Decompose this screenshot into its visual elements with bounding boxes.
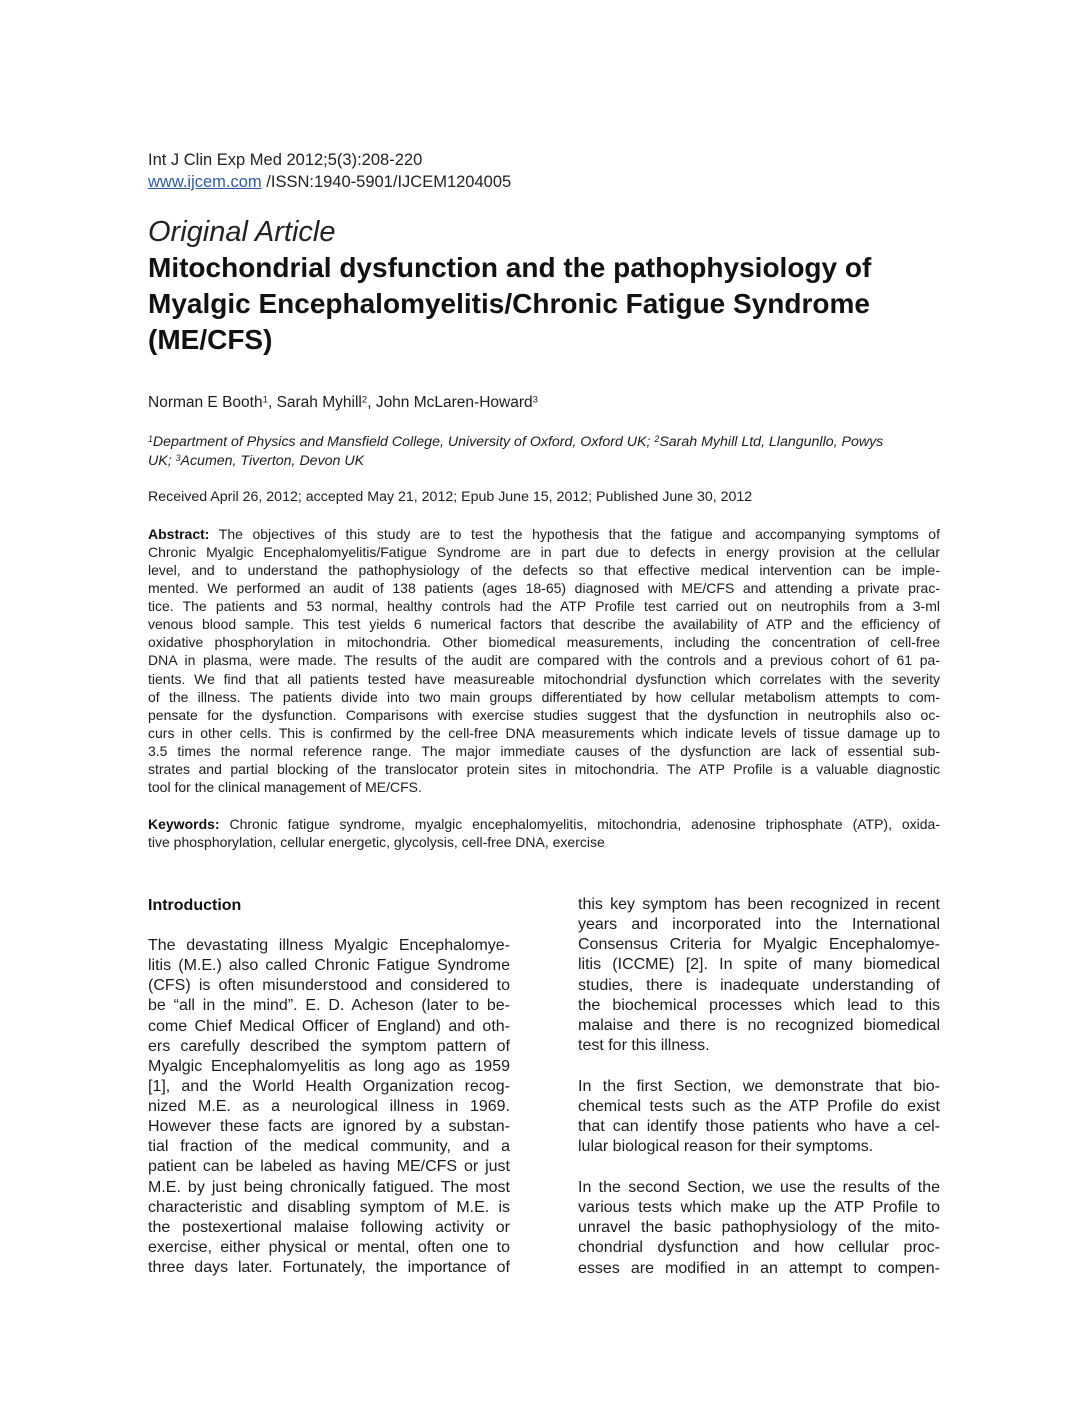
affiliation-text: Acumen, Tiverton, Devon UK <box>180 453 365 469</box>
affiliation-text: Department of Physics and Mansfield College, University of Oxford, Oxford UK; <box>152 434 655 450</box>
publication-dates: Received April 26, 2012; accepted May 21, 2012; Epub June 15, 2012; Published June 30, 2012 <box>148 489 753 505</box>
body-text-line: Myalgic Encephalomyelitis as long ago as 1959 <box>148 1057 510 1075</box>
abstract-line: of the illness. The patients divide into two main groups differentiated by how cellular metabolism attempts to com- <box>148 688 940 705</box>
body-text-line: Consensus Criteria for Myalgic Encephalomye- <box>578 936 940 954</box>
body-text-line: chemical tests such as the ATP Profile do exist <box>578 1098 940 1116</box>
affiliation-number: 2 <box>654 434 660 445</box>
body-text-line: unravel the basic pathophysiology of the mito- <box>578 1219 940 1237</box>
body-text-line: malaise and there is no recognized biomedical <box>578 1016 940 1034</box>
right-column-paragraph <box>578 895 940 1056</box>
body-text-line: test for this illness. <box>578 1036 710 1054</box>
author-name: Sarah Myhill <box>276 394 362 411</box>
author-affiliation-number: 3 <box>532 394 538 406</box>
body-text-line: three days later. Fortunately, the importance of <box>148 1259 510 1276</box>
body-text-line: be “all in the mind”. E. D. Acheson (later to be- <box>148 997 510 1015</box>
title-line: Mitochondrial dysfunction and the pathophysiology of <box>148 252 872 283</box>
body-text-line: esses are modified in an attempt to compen- <box>578 1259 940 1277</box>
body-text-line: exercise, either physical or mental, often one to <box>148 1238 510 1256</box>
author-affiliation-number: 1 <box>262 394 268 406</box>
body-text-line: In the first Section, we demonstrate that bio- <box>578 1078 940 1095</box>
abstract-line: mented. We performed an audit of 138 patients (ages 18-65) diagnosed with ME/CFS and attending a private prac- <box>148 580 940 597</box>
body-text-line: come Chief Medical Officer of England) and oth- <box>148 1017 510 1035</box>
journal-website-link[interactable]: www.ijcem.com <box>148 173 262 191</box>
article-type: Original Article <box>148 216 336 248</box>
abstract-line: Chronic Myalgic Encephalomyelitis/Fatigue Syndrome are in part due to defects in energy provision at the cellular <box>148 544 940 561</box>
keywords-body <box>148 833 940 851</box>
author-separator: , <box>367 394 376 411</box>
affiliation-text: UK; <box>148 453 176 469</box>
journal-url-line <box>148 171 511 193</box>
author-affiliation-number: 2 <box>361 394 368 406</box>
affiliation-line <box>148 452 883 471</box>
body-text-line: (CFS) is often misunderstood and considered to <box>148 977 510 995</box>
body-text-line: nized M.E. as a neurological illness in 1969. <box>148 1098 510 1115</box>
keywords-line: tive phosphorylation, cellular energetic, glycolysis, cell-free DNA, exercise <box>148 834 605 850</box>
abstract-line: tool for the clinical management of ME/CFS. <box>148 778 422 795</box>
section-heading: Introduction <box>148 897 242 914</box>
body-text-line: M.E. by just being chronically fatigued. The most <box>148 1178 510 1196</box>
body-text-line: the postexertional malaise following activity or <box>148 1218 510 1236</box>
author-list <box>148 393 538 413</box>
body-text-line: studies, there is inadequate understanding of <box>578 976 940 994</box>
abstract-line <box>148 525 940 543</box>
abstract-line: tients. We find that all patients tested have measureable mitochondrial dysfunction which correlates with the severity <box>148 670 940 687</box>
abstract-line: level, and to understand the pathophysiology of the defects so that effective medical intervention can be imple- <box>148 562 940 579</box>
body-text-line: The devastating illness Myalgic Encephalomye- <box>148 937 510 954</box>
title-line: Myalgic Encephalomyelitis/Chronic Fatigue Syndrome <box>148 288 870 319</box>
article-title <box>148 250 871 358</box>
keywords-line <box>148 815 940 833</box>
abstract-line: DNA in plasma, were made. The results of the audit are compared with the controls and a previous cohort of 61 pa- <box>148 652 940 669</box>
author-name: Norman E Booth <box>148 394 263 411</box>
body-text-line: ers carefully described the symptom pattern of <box>148 1037 510 1055</box>
keywords-label: Keywords: <box>148 816 220 832</box>
abstract-line: pensate for the dysfunction. Comparisons with exercise studies suggest that the dysfunction in neutrophils also oc- <box>148 706 940 723</box>
body-text-line: patient can be labeled as having ME/CFS or just <box>148 1158 510 1176</box>
abstract-label: Abstract: <box>148 526 210 542</box>
abstract-body <box>148 543 940 796</box>
abstract-line: venous blood sample. This test yields 6 numerical factors that describe the availability of ATP and the efficiency of <box>148 616 940 633</box>
abstract-line: tice. The patients and 53 normal, healthy controls had the ATP Profile test carried out on neutrophils from a 3-ml <box>148 598 940 615</box>
body-text-line: tial fraction of the medical community, and a <box>148 1138 510 1156</box>
right-column-paragraph <box>578 1077 940 1158</box>
affiliation-number: 3 <box>175 453 181 464</box>
body-text-line: that can identify those patients who have a cel- <box>578 1118 940 1136</box>
abstract-text: The objectives of this study are to test the hypothesis that the fatigue and accompanying symptoms of <box>209 526 940 542</box>
body-text-line: various tests which make up the ATP Profile to <box>578 1199 940 1217</box>
right-column-paragraph <box>578 1178 940 1279</box>
affiliation-number: 1 <box>148 434 153 445</box>
body-text-line: the biochemical processes which lead to this <box>578 996 940 1014</box>
affiliations <box>148 433 883 471</box>
abstract-line: curs in other cells. This is confirmed by the cell-free DNA measurements which indicate levels of tissue damage up to <box>148 724 940 741</box>
body-text-line: years and incorporated into the International <box>578 916 940 934</box>
abstract-line: 3.5 times the normal reference range. The major immediate causes of the dysfunction are lack of essential sub- <box>148 742 940 759</box>
body-text-line: lular biological reason for their symptoms. <box>578 1138 874 1156</box>
affiliation-line <box>148 433 883 452</box>
journal-header <box>148 149 511 193</box>
body-text-line: In the second Section, we use the results of the <box>578 1179 940 1196</box>
body-text-line: [1], and the World Health Organization recog- <box>148 1077 510 1095</box>
body-text-line: However these facts are ignored by a substan- <box>148 1118 510 1136</box>
journal-citation: Int J Clin Exp Med 2012;5(3):208-220 <box>148 151 423 169</box>
body-text-line: litis (ICCME) [2]. In spite of many biomedical <box>578 956 940 974</box>
keywords <box>148 815 940 851</box>
abstract <box>148 525 940 796</box>
abstract-line: oxidative phosphorylation in mitochondria. Other biomedical measurements, including the concentration of cell-free <box>148 634 940 651</box>
abstract-line: strates and partial blocking of the translocator protein sites in mitochondria. The ATP Profile is a valuable diagnostic <box>148 760 940 777</box>
author-separator: , <box>267 394 277 411</box>
body-text-line: litis (M.E.) also called Chronic Fatigue Syndrome <box>148 957 510 975</box>
body-text-line: chondrial dysfunction and how cellular proc- <box>578 1239 940 1257</box>
author-name: John McLaren-Howard <box>375 394 533 411</box>
issn-identifier: /ISSN:1940-5901/IJCEM1204005 <box>261 173 512 191</box>
affiliation-text: Sarah Myhill Ltd, Llangunllo, Powys <box>659 434 884 450</box>
body-text-line: this key symptom has been recognized in recent <box>578 896 940 913</box>
body-text-line: characteristic and disabling symptom of M.E. is <box>148 1198 510 1216</box>
left-column-paragraph <box>148 936 510 1278</box>
title-line: (ME/CFS) <box>148 324 273 355</box>
keywords-text: Chronic fatigue syndrome, myalgic encephalomyelitis, mitochondria, adenosine triphosphate (ATP), oxida- <box>219 816 940 832</box>
